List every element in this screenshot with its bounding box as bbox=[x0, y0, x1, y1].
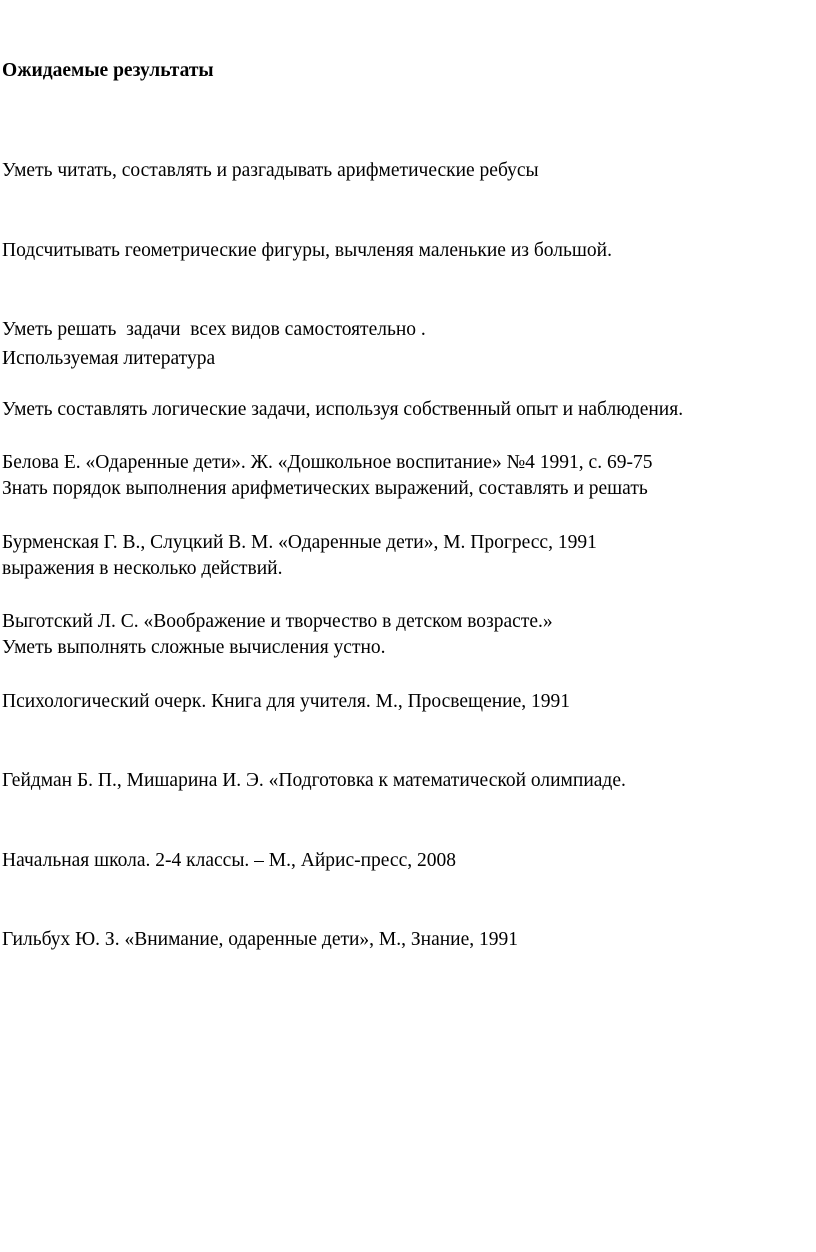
outcome-line: Уметь выполнять сложные вычисления устно. bbox=[2, 637, 386, 658]
references-list bbox=[2, 397, 814, 1007]
outcome-line: Уметь составлять логические задачи, используя собственный опыт и наблюдения. bbox=[2, 398, 684, 420]
reference-line: Выготский Л. С. «Воображение и творчество в детском возрасте.» bbox=[2, 611, 553, 632]
outcome-line: Уметь решать задачи всех видов самостоятельно . bbox=[2, 319, 426, 340]
reference-line: Гейдман Б. П., Мишарина И. Э. «Подготовка к математической олимпиаде. bbox=[2, 770, 626, 791]
reference-line: Начальная школа. 2-4 классы. – М., Айрис-пресс, 2008 bbox=[2, 849, 456, 871]
outcome-line: Знать порядок выполнения арифметических выражений, составлять и решать bbox=[2, 478, 648, 499]
outcomes-heading: Ожидаемые результаты bbox=[2, 60, 214, 81]
outcome-line: выражения в несколько действий. bbox=[2, 557, 283, 579]
reference-line: Белова Е. «Одаренные дети». Ж. «Дошкольное воспитание» №4 1991, с. 69-75 bbox=[2, 452, 653, 473]
outcome-line: Уметь читать, составлять и разгадывать арифметические ребусы bbox=[2, 160, 539, 181]
literature-heading: Используемая литература bbox=[2, 348, 216, 369]
outcome-line: Подсчитывать геометрические фигуры, вычленяя маленькие из большой. bbox=[2, 239, 612, 261]
reference-line: Психологический очерк. Книга для учителя. М., Просвещение, 1991 bbox=[2, 690, 570, 712]
reference-line: Бурменская Г. В., Слуцкий В. М. «Одаренные дети», М. Прогресс, 1991 bbox=[2, 531, 597, 553]
reference-line: Гильбух Ю. З. «Внимание, одаренные дети», М., Знание, 1991 bbox=[2, 929, 519, 950]
